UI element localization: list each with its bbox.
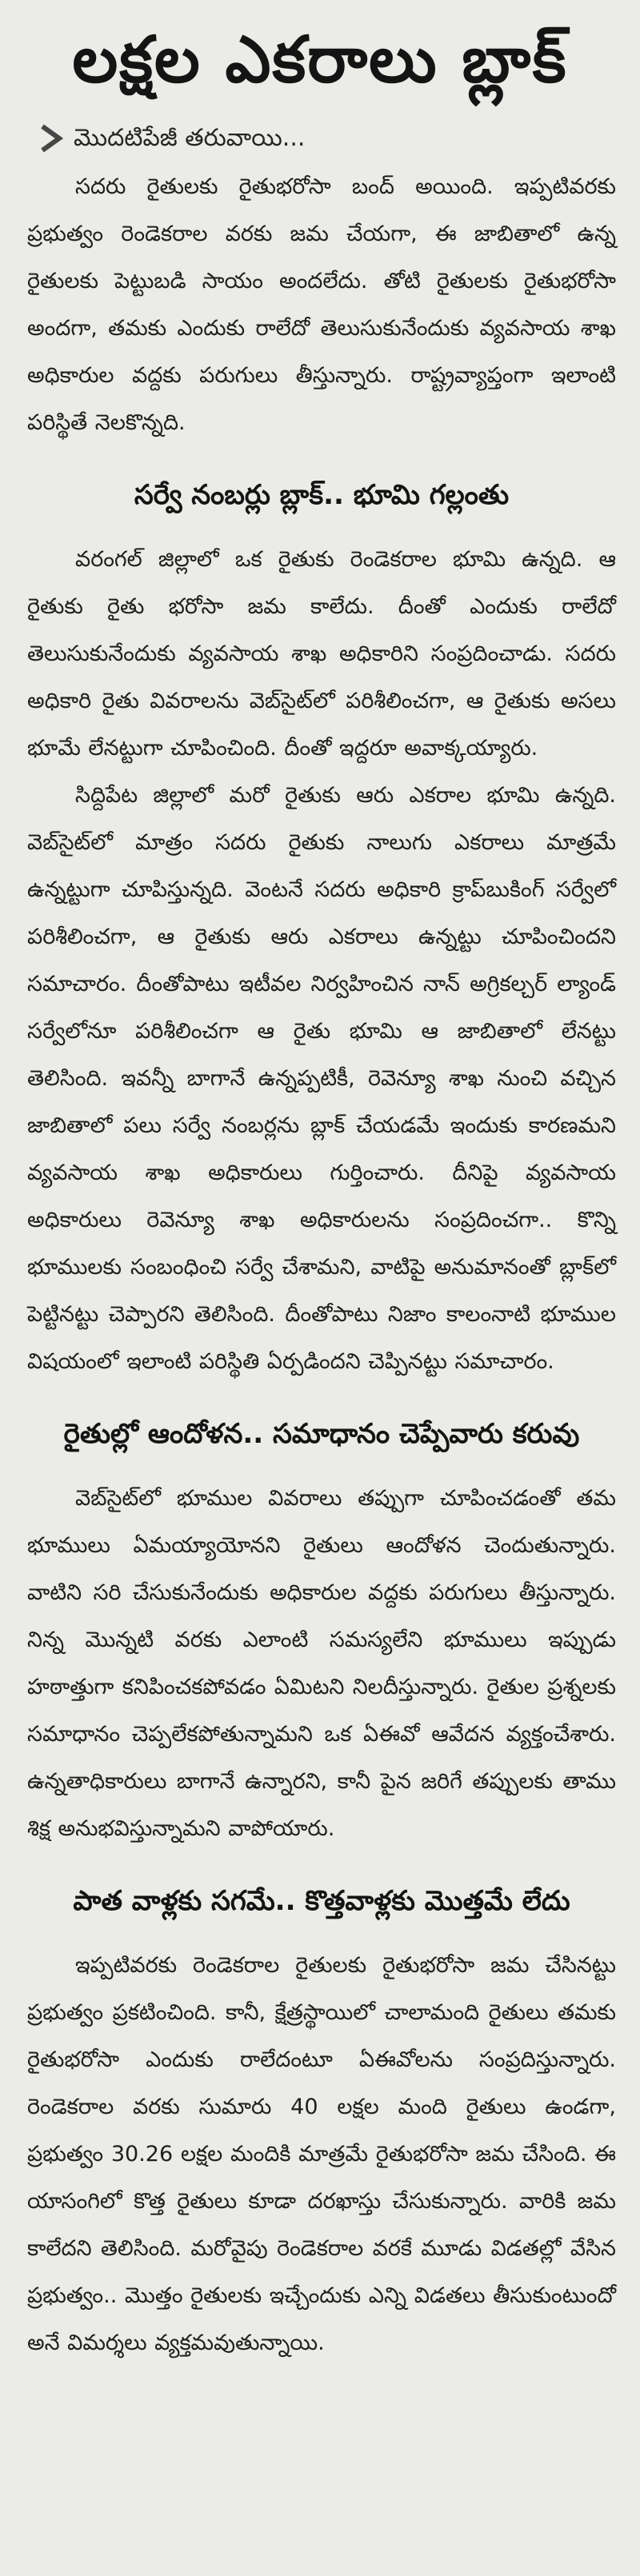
continuation-marker: [38, 120, 640, 157]
section-heading: సర్వే నంబర్లు బ్లాక్.. భూమి గల్లంతు: [134, 479, 510, 511]
continuation-text: మొదటిపేజీ తరువాయి...: [74, 124, 306, 152]
section-heading: పాత వాళ్లకు సగమే.. కొత్తవాళ్లకు మొత్తమే లేదు: [73, 1885, 570, 1917]
article-paragraph: వెబ్‌సైట్‌లో భూముల వివరాలు తప్పుగా చూపించడంతో తమ భూములు ఏమయ్యాయోనని రైతులు ఆందోళన చెందుతున్నారు. వాటిని సరి చేసుకునేందుకు అధికారుల వద్దకు పరుగులు తీస్తున్నారు. నిన్న మొన్నటి వరకు ఎలాంటి సమస్యలేని భూములు ఇప్పుడు హఠాత్తుగా కనిపించకపోవడం ఏమిటని నిలదీస్తున్నారు. రైతుల ప్రశ్నలకు సమాధానం చెప్పలేకపోతున్నామని ఒక ఏఈవో ఆవేదన వ్యక్తంచేశారు. ఉన్నతాధికారులు బాగానే ఉన్నారని, కానీ పైన జరిగే తప్పులకు తాము శిక్ష అనుభవిస్తున్నామని వాపోయారు.: [27, 1486, 616, 1841]
article-paragraph: సదరు రైతులకు రైతుభరోసా బంద్ అయింది. ఇప్పటివరకు ప్రభుత్వం రెండెకరాల వరకు జమ చేయగా, ఈ జాబితాలో ఉన్న రైతులకు పెట్టుబడి సాయం అందలేదు. తోటి రైతులకు రైతుభరోసా అందగా, తమకు ఎందుకు రాలేదో తెలుసుకునేందుకు వ్యవసాయ శాఖ అధికారుల వద్దకు పరుగులు తీస్తున్నారు. రాష్ట్రవ్యాప్తంగా ఇలాంటి పరిస్థితే నెలకొన్నది.: [27, 174, 616, 435]
article-body: [0, 163, 640, 2366]
article-paragraph: సిద్దిపేట జిల్లాలో మరో రైతుకు ఆరు ఎకరాల భూమి ఉన్నది. వెబ్‌సైట్‌లో మాత్రం సదరు రైతుకు నాలుగు ఎకరాలు మాత్రమే ఉన్నట్టుగా చూపిస్తున్నది. వెంటనే సదరు అధికారి క్రాప్‌బుకింగ్ సర్వేలో పరిశీలించగా, ఆ రైతుకు ఆరు ఎకరాలు ఉన్నట్టు చూపించిందని సమాచారం. దీంతోపాటు ఇటీవల నిర్వహించిన నాన్ అగ్రికల్చర్ ల్యాండ్ సర్వేలోనూ పరిశీలించగా ఆ రైతు భూమి ఆ జాబితాలో లేనట్టు తెలిసింది. ఇవన్నీ బాగానే ఉన్నప్పటికీ, రెవెన్యూ శాఖ నుంచి వచ్చిన జాబితాలో పలు సర్వే నంబర్లను బ్లాక్ చేయడమే ఇందుకు కారణమని వ్యవసాయ శాఖ అధికారులు గుర్తించారు. దీనిపై వ్యవసాయ అధికారులు రెవెన్యూ శాఖ అధికారులను సంప్రదించగా.. కొన్ని భూములకు సంబంధించి సర్వే చేశామని, వాటిపై అనుమానంతో బ్లాక్‌లో పెట్టినట్టు చెప్పారని తెలిసింది. దీంతోపాటు నిజాం కాలంనాటి భూముల విషయంలో ఇలాంటి పరిస్థితి ఏర్పడిందని చెప్పినట్టు సమాచారం.: [27, 783, 616, 1374]
article-paragraph: ఇప్పటివరకు రెండెకరాల రైతులకు రైతుభరోసా జమ చేసినట్టు ప్రభుత్వం ప్రకటించింది. కానీ, క్షేత్రస్థాయిలో చాలామంది రైతులు తమకు రైతుభరోసా ఎందుకు రాలేదంటూ ఏఈవోలను సంప్రదిస్తున్నారు. రెండెకరాల వరకు సుమారు 40 లక్షల మంది రైతులు ఉండగా, ప్రభుత్వం 30.26 లక్షల మందికి మాత్రమే రైతుభరోసా జమ చేసింది. ఈ యాసంగిలో కొత్త రైతులు కూడా దరఖాస్తు చేసుకున్నారు. వారికి జమ కాలేదని తెలిసింది. మరోవైపు రెండెకరాల వరకే మూడు విడతల్లో వేసిన ప్రభుత్వం.. మొత్తం రైతులకు ఇచ్చేందుకు ఎన్ని విడతలు తీసుకుంటుందో అనే విమర్శలు వ్యక్తమవుతున్నాయి.: [27, 1953, 616, 2355]
headline: లక్షల ఎకరాలు బ్లాక్: [72, 22, 568, 97]
article-paragraph: వరంగల్ జిల్లాలో ఒక రైతుకు రెండెకరాల భూమి ఉన్నది. ఆ రైతుకు రైతు భరోసా జమ కాలేదు. దీంతో ఎందుకు రాలేదో తెలుసుకునేందుకు వ్యవసాయ శాఖ అధికారిని సంప్రదించాడు. సదరు అధికారి రైతు వివరాలను వెబ్‌సైట్‌లో పరిశీలించగా, ఆ రైతుకు అసలు భూమే లేనట్టుగా చూపించింది. దీంతో ఇద్దరూ అవాక్కయ్యారు.: [27, 547, 616, 761]
section-heading: రైతుల్లో ఆందోళన.. సమాధానం చెప్పేవారు కరువు: [63, 1418, 580, 1450]
chevron-right-icon: [38, 123, 64, 154]
